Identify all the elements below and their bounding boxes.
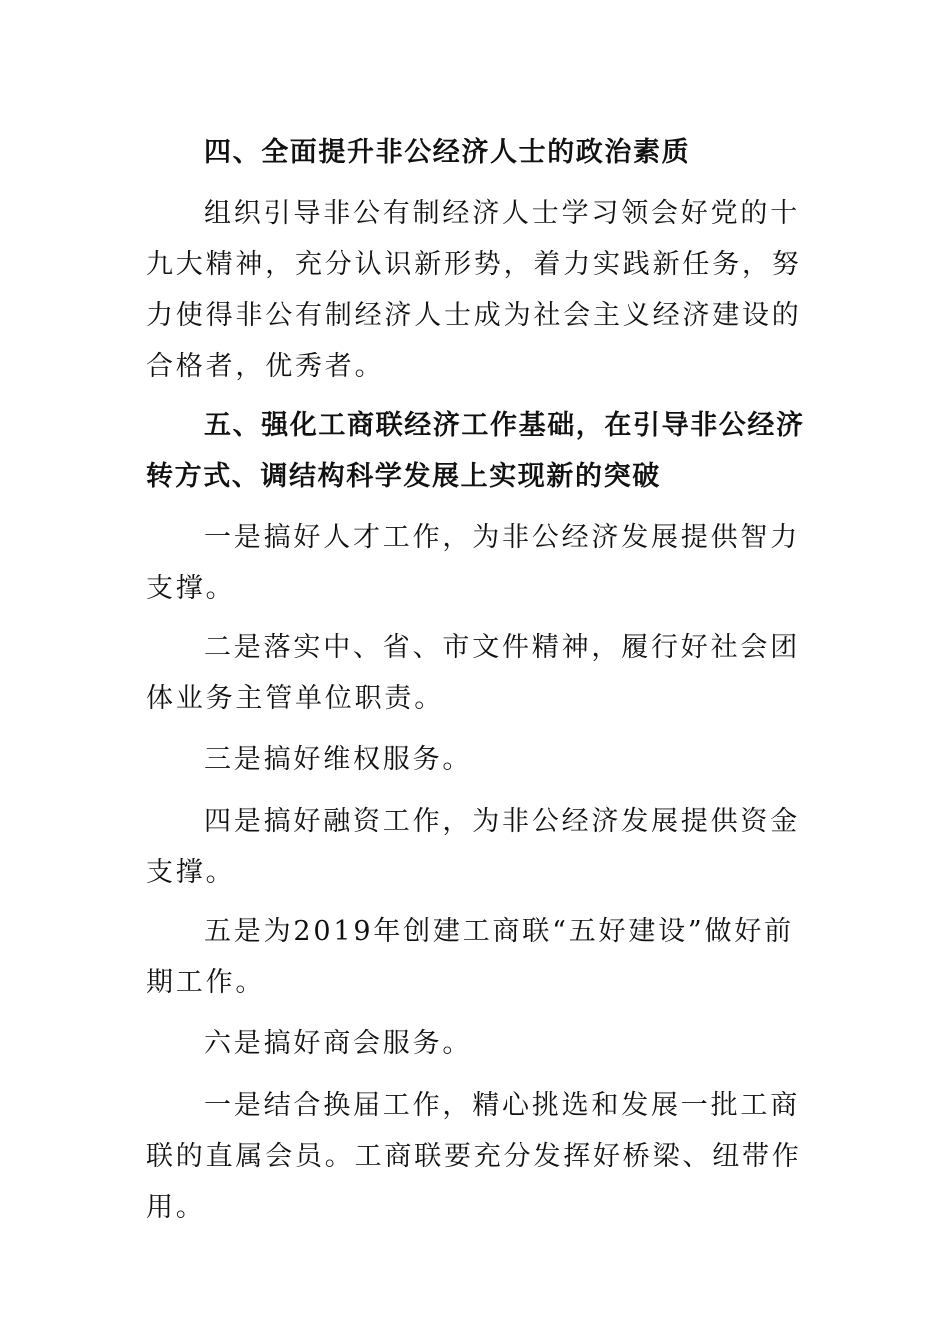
section-heading-five: 五、强化工商联经济工作基础，在引导非公经济转方式、调结构科学发展上实现新的突破 xyxy=(146,410,805,492)
section-heading-four: 四、全面提升非公经济人士的政治素质 xyxy=(204,137,691,168)
paragraph-document-spirit: 二是落实中、省、市文件精神，履行好社会团体业务主管单位职责。 xyxy=(146,632,800,714)
paragraph-rights-service: 三是搞好维权服务。 xyxy=(204,744,473,775)
paragraph-talent-work: 一是搞好人才工作，为非公经济发展提供智力支撑。 xyxy=(146,522,800,604)
paragraph-five-good-construction: 五是为2019年创建工商联“五好建设”做好前期工作。 xyxy=(146,916,794,998)
paragraph-direct-members: 一是结合换届工作，精心挑选和发展一批工商联的直属会员。工商联要充分发挥好桥梁、纽带作用。 xyxy=(146,1090,802,1223)
paragraph-political-quality: 组织引导非公有制经济人士学习领会好党的十九大精神，充分认识新形势，着力实践新任务，努力使得非公有制经济人士成为社会主义经济建设的合格者，优秀者。 xyxy=(146,198,802,382)
paragraph-chamber-service: 六是搞好商会服务。 xyxy=(204,1028,473,1059)
paragraph-financing-work: 四是搞好融资工作，为非公经济发展提供资金支撑。 xyxy=(146,806,800,888)
